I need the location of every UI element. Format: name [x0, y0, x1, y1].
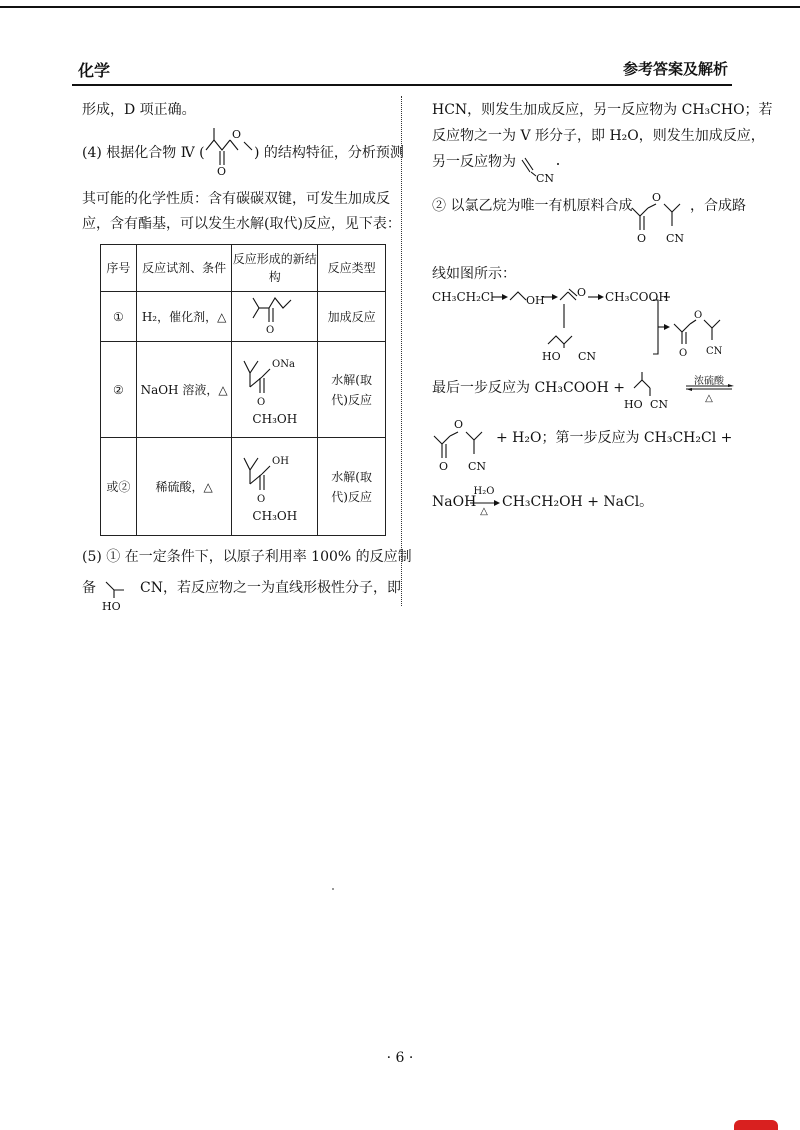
- ho-label: HO: [624, 398, 643, 411]
- cyanohydrin-structure: [620, 368, 676, 414]
- condition-top: 浓硫酸: [694, 376, 724, 387]
- left-line-6b: CN，若反应物之一为直线形极性分子，即: [140, 580, 401, 596]
- saturated-ester-structure: [245, 292, 305, 338]
- reversible-arrow: [684, 384, 736, 392]
- oh-label: OH: [271, 456, 289, 467]
- o-label: O: [637, 232, 647, 245]
- table-row: [101, 292, 386, 342]
- row-structure: [232, 438, 318, 536]
- right-line-2: 反应物之一为 V 形分子，即 H₂O，则发生加成反应，: [432, 128, 765, 144]
- row-type: 加成反应: [318, 292, 386, 342]
- target-ester-structure: [430, 414, 492, 476]
- right-line-4a: ② 以氯乙烷为唯一有机原料合成: [432, 198, 633, 214]
- acid-structure: [236, 450, 314, 506]
- right-line-4b: ，合成路: [690, 198, 746, 214]
- acrylonitrile-structure: [516, 148, 564, 186]
- row-number: 或②: [101, 438, 137, 536]
- o-label: O: [679, 348, 688, 359]
- left-line-4: 应，含有酯基，可以发生水解(取代)反应，见下表：: [82, 216, 401, 232]
- reaction-condition: H₂O: [473, 486, 495, 497]
- cn-label: CN: [468, 460, 487, 473]
- o-label: O: [577, 286, 587, 299]
- o-label: O: [694, 310, 703, 321]
- table-row: [101, 342, 386, 438]
- ho-label: HO: [102, 600, 121, 613]
- o-label: O: [454, 418, 464, 431]
- synthesis-route: [428, 282, 740, 366]
- table-header-cell: 反应试剂、条件: [136, 245, 232, 292]
- row-number: ②: [101, 342, 137, 438]
- table-header-row: [101, 245, 386, 292]
- cn-label: CN: [536, 172, 555, 185]
- right-line-6: 最后一步反应为 CH₃COOH +: [432, 380, 626, 396]
- table-header-cell: 反应类型: [318, 245, 386, 292]
- o-label: O: [265, 325, 275, 336]
- page-number: · 6 ·: [386, 1050, 414, 1066]
- top-rule: [0, 6, 800, 8]
- cn-label: CN: [706, 346, 723, 357]
- header-rule: [72, 84, 732, 86]
- left-line-2a: (4) 根据化合物 Ⅳ (: [82, 145, 205, 161]
- right-line-8b: CH₃CH₂OH + NaCl。: [502, 494, 654, 510]
- byproduct-label: CH₃OH: [252, 412, 298, 426]
- condition-bottom: △: [705, 393, 713, 404]
- right-line-1: HCN，则发生加成反应，另一反应物为 CH₃CHO；若: [432, 102, 773, 118]
- route-acid: CH₃COOH: [605, 290, 669, 304]
- cn-label: CN: [650, 398, 669, 411]
- target-ester-structure: [628, 190, 694, 248]
- left-line-5: (5) ① 在一定条件下，以原子利用率 100% 的反应制: [82, 549, 412, 565]
- scan-speck: [332, 888, 334, 890]
- table-header-cell: 反应形成的新结构: [232, 245, 318, 292]
- o-label: O: [217, 165, 227, 176]
- row-reagent: 稀硫酸，△: [136, 438, 232, 536]
- compound-iv-structure: [200, 122, 262, 176]
- row-type: 水解(取代)反应: [318, 438, 386, 536]
- right-line-8a: NaOH: [432, 494, 477, 510]
- byproduct-label: CH₃OH: [252, 509, 298, 523]
- subject-title: 化学: [78, 61, 111, 80]
- row-structure: [232, 342, 318, 438]
- row-number: ①: [101, 292, 137, 342]
- o-label: O: [256, 397, 266, 408]
- row-type: 水解(取代)反应: [318, 342, 386, 438]
- row-reagent: H₂，催化剂，△: [136, 292, 232, 342]
- row-reagent: NaOH 溶液，△: [136, 342, 232, 438]
- o-label: O: [256, 494, 266, 505]
- o-label: O: [232, 128, 242, 141]
- left-line-6a: 备: [82, 580, 96, 596]
- sodium-salt-structure: [236, 353, 314, 409]
- route-start: CH₃CH₂Cl: [432, 290, 494, 304]
- o-label: O: [652, 191, 662, 204]
- table-row: [101, 438, 386, 536]
- left-line-3: 其可能的化学性质：含有碳碳双键，可发生加成反: [82, 191, 390, 207]
- o-label: O: [439, 460, 449, 473]
- cn-label: CN: [666, 232, 685, 245]
- cyanohydrin-structure: [96, 568, 142, 614]
- row-structure: [232, 292, 318, 342]
- section-title: 参考答案及解析: [622, 60, 728, 78]
- reaction-table: [100, 244, 386, 536]
- ho-label: HO: [542, 350, 561, 363]
- table-header-cell: 序号: [101, 245, 137, 292]
- left-line-1: 形成，D 项正确。: [82, 102, 196, 118]
- right-line-5: 线如图所示：: [432, 266, 516, 282]
- oh-label: OH: [526, 294, 545, 307]
- cn-label: CN: [578, 350, 597, 363]
- left-line-2b: ) 的结构特征，分析预测: [254, 145, 404, 161]
- ona-label: ONa: [271, 359, 295, 370]
- column-divider: [401, 96, 402, 606]
- condition-bottom: △: [480, 506, 488, 517]
- right-line-3: 另一反应物为: [432, 154, 516, 170]
- corner-tab: [734, 1120, 778, 1130]
- right-line-7: + H₂O；第一步反应为 CH₃CH₂Cl +: [496, 430, 733, 446]
